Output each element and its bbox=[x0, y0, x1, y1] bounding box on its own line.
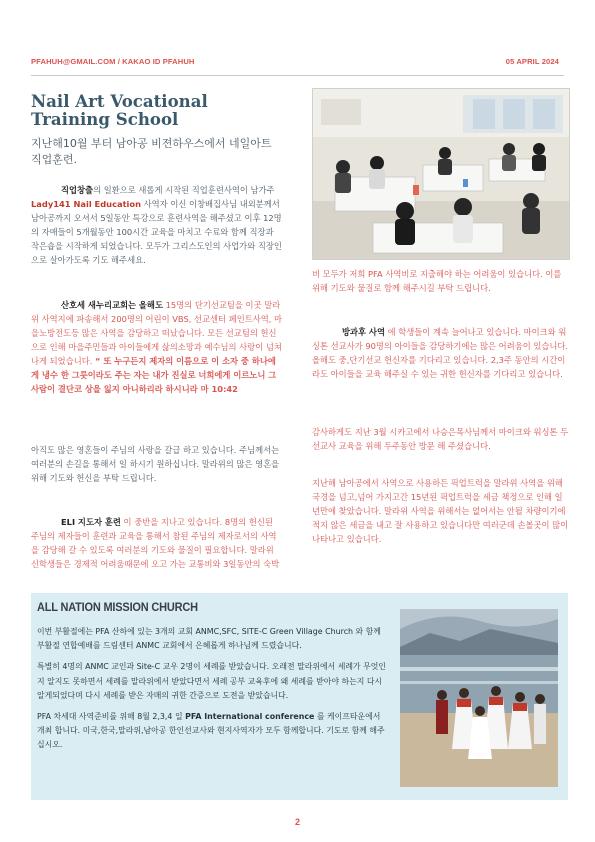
org-lady141: Lady141 Nail Education bbox=[31, 199, 142, 209]
mission-paragraph-conference bbox=[37, 710, 387, 753]
article-paragraph-continued bbox=[312, 267, 569, 295]
paragraph-text: 아직도 많은 영혼들이 주님의 사랑을 갈급 하고 있습니다. 주님께서는 여러분의 손길을 통해서 일 하시기 원하십니다. 말라위의 많은 영혼을 위해 기도와 헌신을 부탁 드립니다. bbox=[31, 445, 280, 483]
article-subtitle: 지난해10월 부터 남아공 비젼하우스에서 네일아트 직업훈련. bbox=[31, 137, 272, 166]
mission-paragraph-baptism: 특별히 4명의 ANMC 교인과 Site-C 교우 2명이 세례를 받았습니다. 오래전 말라위에서 세례가 무엇인지 알지도 못하면서 세례를 말라위에서 받았다면서 세례 공부 교육후에 왜 세례를 받아야 하는지 다시 알게되었다며 다시 세례를 받은 자매의 귀한 간증으로 도전을 받았습니다. bbox=[37, 662, 386, 700]
paragraph-text: 감사하게도 지난 3월 시카고에서 나승은목사님께서 마이크와 워싱톤 두선교사 교육을 위해 두주동안 방문 해 주셨습니다. bbox=[312, 427, 569, 451]
bible-quote: “ 또 누구든지 제자의 이름으로 이 소자 중 하나에게 냉수 한 그릇이라도 주는 자는 내가 진실로 너희에게 이르노니 그 사람이 결단코 상을 잃지 아니하리라 하시니라 마 10:42 bbox=[31, 356, 277, 394]
header-divider bbox=[31, 75, 564, 76]
header-date: 05 APRIL 2024 bbox=[505, 57, 559, 66]
paragraph-text: 사역자 이신 이창배집사님 내외분께서 남아공까지 오셔서 5일동안 특강으로 훈련사역을 해주셨고 이후 12명의 자매들이 5개월동안 100시간 교육을 마치고 수료와 함께 직장과 작은숍을 시작하게 되었습니다. 모두가 그리스도인의 사업가와 직장인으로 살아가도록 기도 해주세요. bbox=[31, 199, 282, 265]
paragraph-text: 를 케이프타운에서 개최 합니다. 미국,한국,말라위,남아공 한인선교사와 현지사역자가 모두 함께합니다. 기도로 함께 해주십시오. bbox=[37, 712, 385, 750]
article-paragraph-prayer bbox=[31, 443, 283, 485]
paragraph-text: 의 일환으로 새롭게 시작된 직업훈련사역이 남가주 bbox=[93, 185, 275, 195]
paragraph-text: 지난해 남아공에서 사역으로 사용하든 픽업트럭을 말라위 사역을 위해 국경을 넘고,넘어 가지고간 15년된 픽업트럭을 세금 책정으로 인해 일년만에 찾았습니다. 말라위 사역을 위해서는 없어서는 안될 차량이기에 적지 않은 세금을 내고 잘 사용하고 있습니다만 여러군데 손볼곳이 많이 나타나고 있습니다. bbox=[312, 478, 569, 544]
header-contact: PFAHUH@GMAIL.COM / KAKAO ID PFAHUH bbox=[31, 57, 195, 66]
article-paragraph-visit bbox=[312, 425, 569, 453]
mission-title: ALL NATION MISSION CHURCH bbox=[37, 600, 198, 614]
keyword-after-school: 방과후 사역 bbox=[342, 327, 385, 337]
conference-name: PFA International conference bbox=[185, 712, 315, 722]
nail-class-photo bbox=[312, 88, 570, 260]
page-number: 2 bbox=[294, 817, 300, 827]
article-paragraph-eli bbox=[31, 515, 283, 571]
keyword-job-creation: 직업창출 bbox=[61, 185, 94, 195]
article-title-line2: Training School bbox=[31, 109, 179, 129]
article-title bbox=[31, 92, 271, 128]
paragraph-text: 이 중반을 지나고 있습니다. 8명의 헌신된 주님의 제자들이 훈련과 교육을 통해서 참된 주님의 제자로서의 사역을 감당해 갈 수 있도록 여러분의 기도와 물질이 필요합니다. 말라위 신학생들은 경제적 어려움때문에 오고 가는 교통비와 3일동안의 숙박 bbox=[31, 517, 280, 569]
article-title-line1: Nail Art Vocational bbox=[31, 91, 208, 111]
mission-paragraph-easter: 이번 부활절에는 PFA 산하에 있는 3개의 교회 ANMC,SFC, SITE-C Green Village Church 와 함께 부활절 연합예배를 드림센터 ANMC 교회에서 은혜롭게 하나님께 드렸습니다. bbox=[37, 627, 381, 651]
article-paragraph-san-jose bbox=[31, 298, 283, 396]
paragraph-text: PFA 차세대 사역준비를 위해 8월 2,3,4 일 bbox=[37, 712, 186, 722]
article-paragraph-pickup-truck bbox=[312, 476, 569, 546]
paragraph-text: 비 모두가 저희 PFA 사역비로 지출해야 하는 어려움이 있습니다. 이를 위해 기도와 물질로 함께 해주시길 부탁 드립니다. bbox=[312, 269, 562, 293]
paragraph-text: 15명의 단기선교팀을 이곳 말라위 사역지에 파송해서 200명의 어린이 VBS, 선교센터 페인트사역, 마을노방전도등 많은 사역을 감당하고 떠났습니다. 모든 선교팀의 헌신으로 인해 마을주민들과 아이들에게 삶의소망과 예수님의 사랑이 넘쳐나게 되었습니다. bbox=[31, 300, 283, 366]
keyword-eli-training: ELI 지도자 훈련 bbox=[61, 517, 121, 527]
article-paragraph-after-school bbox=[312, 325, 569, 381]
baptism-photo bbox=[400, 609, 558, 787]
keyword-san-jose: 산호세 새누리교회는 올해도 bbox=[61, 300, 163, 310]
paragraph-text: 에 학생들이 계속 늘어나고 있습니다. 마이크와 워싱톤 선교사가 90명의 아이들을 감당하기에는 많은 어려움이 있습니다. 올해도 중,단기선교 헌신자를 기다리고 있습니다. 2,3주 동안의 시간이라도 아이들을 교육 해주실 수 있는 귀한 헌신자를 기다리고 있습니다. bbox=[312, 327, 569, 379]
mission-body bbox=[37, 625, 387, 760]
article-paragraph-job-creation bbox=[31, 183, 283, 267]
